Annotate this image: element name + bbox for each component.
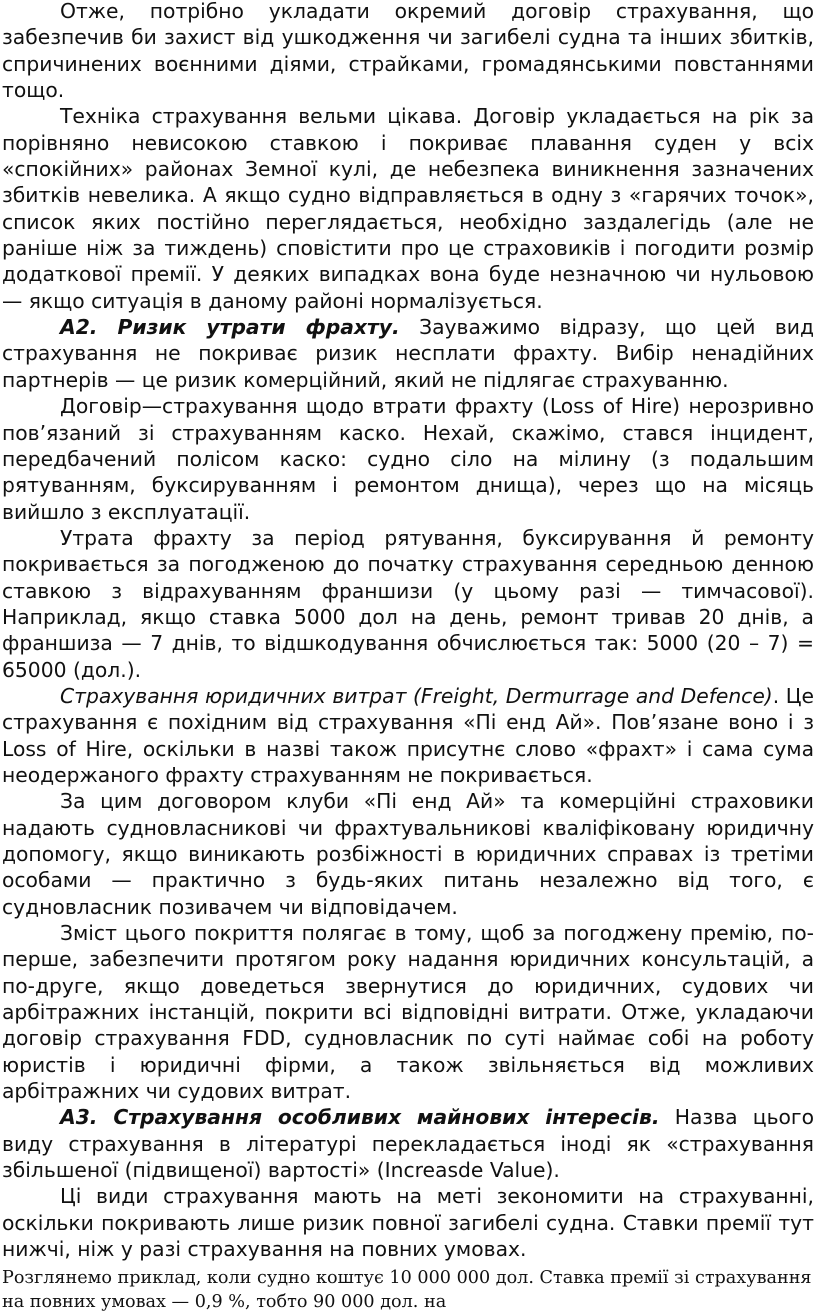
paragraph-text: Утрата фрахту за період рятування, буксирування й ремонту покривається за погодженою до початку страхування середньою денною ставкою з відрахуванням франшизи (у цьому разі — тимчасової). Наприклад, якщо ставка 5000 дол на день, ремонт тривав 20 днів, а франшиза — 7 днів, то відшкодування обчислюється так: 5000 (20 – 7) = 65000 (дол.). [2,525,814,682]
paragraph-savings [2,1183,814,1262]
section-heading-a3: А3. Страхування особливих майнових інтересів. [60,1105,660,1130]
paragraph-freight-example [2,525,814,683]
paragraph-special-interests [2,1104,814,1183]
paragraph-text: Отже, потрібно укладати окремий договір страхування, що забезпечив би захист від ушкодження чи загибелі судна та інших збитків, спричинених воєнними діями, страйками, громадянськими повстаннями тощо. [2,0,814,103]
paragraph-text: Ці види страхування мають на меті зекономити на страхуванні, оскільки покривають лише ризик повної загибелі судна. Ставки премії тут нижчі, ніж у разі страхування на повних умовах. [2,1184,814,1262]
document-body [2,0,814,1263]
paragraph-text: Зауважимо відразу, що цей вид страхування не покриває ризик несплати фрахту. Вибір ненадійних партнерів — це ризик комерційний, який не підлягає страхуванню. [2,315,814,392]
italic-term-fdd: Страхування юридичних витрат (Freight, Dermurrage and Defence) [60,683,773,708]
paragraph-legal-costs [2,683,814,788]
section-heading-a2: А2. Ризик утрати фрахту. [60,315,400,340]
paragraph-text: Зміст цього покриття полягає в тому, щоб за погоджену премію, по-перше, забезпечити протягом року надання юридичних консультацій, а по-друге, якщо доведеться звернутися до юридичних, судових чи арбітражних інстанцій, покрити всі відповідні витрати. Отже, укладаючи договір страхування FDD, судновласник по суті наймає собі на роботу юристів і юридичні фірми, а також звільняється від можливих арбітражних чи судових витрат. [2,921,814,1104]
paragraph-legal-help [2,788,814,920]
footer-example-text: Розглянемо приклад, коли судно коштує 10 000 000 дол. Ставка премії зі страхування на повних умовах — 0,9 %, тобто 90 000 дол. на [2,1267,812,1312]
paragraph-coverage-content [2,920,814,1104]
paragraph-freight-loss [2,314,814,393]
paragraph-text: За цим договором клуби «Пі енд Ай» та комерційні страховики надають судновласникові чи фрахтувальникові кваліфіковану юридичну допомогу, якщо виникають розбіжності в юридичних справах із третіми особами — практично з будь-яких питань незалежно від того, є судновласник позивачем чи відповідачем. [2,789,814,919]
paragraph-loss-of-hire [2,393,814,525]
paragraph-war-risks [2,0,814,103]
paragraph-text: Назва цього виду страхування в літературі перекладається іноді як «страхування збільшеної (підвищеної) вартості» (Increasde Value). [2,1105,814,1183]
paragraph-text: Договір—страхування щодо втрати фрахту (Loss of Hire) нерозривно пов’язаний зі страхуванням каско. Нехай, скажімо, стався інцидент, передбачений полісом каско: судно сіло на мілину (з подальшим рятуванням, буксируванням і ремонтом днища), через що на місяць вийшло з експлуатації. [2,394,814,524]
paragraph-insurance-technique [2,103,814,314]
paragraph-text: Техніка страхування вельми цікава. Договір укладається на рік за порівняно невисокою ставкою і покриває плавання суден у всіх «спокійних» районах Земної кулі, де небезпека виникнення зазначених збитків невелика. А якщо судно відправляється в одну з «гарячих точок», список яких постійно переглядається, необхідно заздалегідь (але не раніше ніж за тиждень) сповістити про це страховиків і погодити розмір додаткової премії. У деяких випадках вона буде незначною чи нульовою — якщо ситуація в даному районі нормалізується. [2,104,814,313]
paragraph-text: . Це страхування є похідним від страхування «Пі енд Ай». Пов’язане воно і з Loss of Hire, оскільки в назві також присутнє слово «фрахт» і сама сума неодержаного фрахту страхуванням не покривається. [2,683,814,787]
